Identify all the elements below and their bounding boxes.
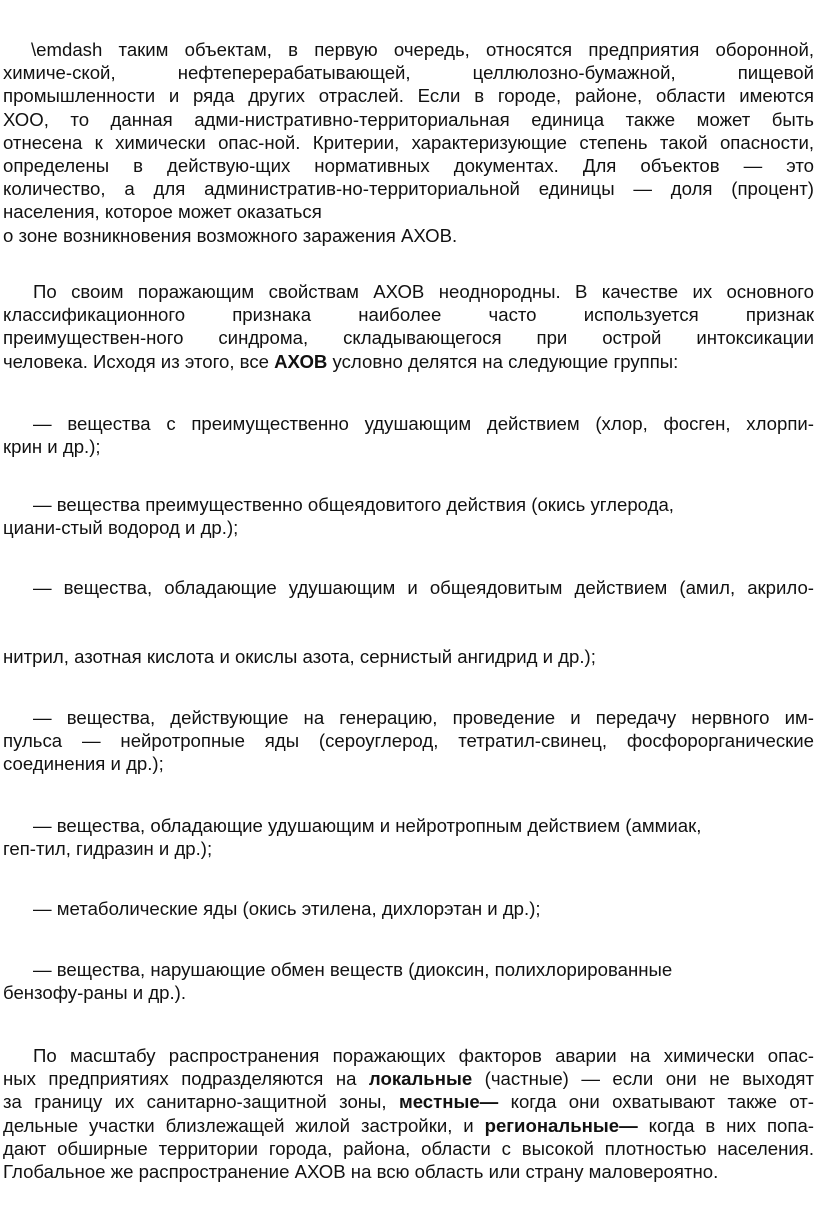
- bold-term-ahov: АХОВ: [274, 350, 328, 372]
- text-line: По своим поражающим свойствам АХОВ неоднородны. В качестве их основного: [33, 281, 814, 302]
- text-line: [3, 350, 814, 373]
- text-line: бензофу-раны и др.).: [3, 982, 187, 1004]
- list-item-group-1: [0, 412, 816, 458]
- bold-term-local: локальные: [368, 1068, 473, 1090]
- text-line: [3, 1090, 814, 1113]
- paragraph-scale: [0, 1044, 816, 1183]
- text-fragment: за границу их санитарно-защитной зоны,: [3, 1091, 399, 1113]
- text-line: — вещества с преимущественно удушающим действием (хлор, фосген, хлорпи-: [33, 413, 814, 434]
- text-line: — метаболические яды (окись этилена, дихлорэтан и др.);: [33, 898, 541, 919]
- bold-term-regional: региональные—: [484, 1114, 638, 1136]
- text-line: — вещества, действующие на генерацию, проведение и передачу нервного им-: [33, 707, 814, 728]
- text-line: — вещества преимущественно общеядовитого действия (окись углерода,: [33, 494, 674, 515]
- list-item-group-2: [0, 493, 816, 539]
- text-fragment: когда они охватывают также от-: [498, 1091, 814, 1113]
- text-fragment: (частные) — если они не выходят: [472, 1068, 814, 1090]
- list-item-group-5: [0, 814, 816, 860]
- text-line: нитрил, азотная кислота и окислы азота, сернистый ангидрид и др.);: [3, 646, 596, 667]
- text-fragment: условно делятся на следующие группы:: [327, 350, 679, 372]
- text-line: дают обширные территории города, района, области с высокой плотностью населения.: [3, 1137, 814, 1159]
- text-fragment: ных предприятиях подразделяются на: [3, 1068, 369, 1090]
- text-fragment: когда в них попа-: [637, 1114, 814, 1136]
- text-line: геп-тил, гидразин и др.);: [3, 838, 213, 860]
- paragraph-classification: [0, 280, 816, 373]
- text-line: отнесена к химически опас-ной. Критерии, характеризующие степень такой опасности,: [3, 131, 814, 153]
- text-line: о зоне возникновения возможного заражения АХОВ.: [3, 224, 458, 246]
- text-fragment: человека. Исходя из этого, все: [3, 350, 275, 372]
- text-fragment: дельные участки близлежащей жилой застройки, и: [3, 1114, 485, 1136]
- text-line: определены в действую-щих нормативных документах. Для объектов — это: [3, 155, 814, 177]
- text-line: Глобальное же распространение АХОВ на всю область или страну маловероятно.: [3, 1161, 719, 1183]
- text-line: пульса — нейротропные яды (сероуглерод, тетратил-свинец, фосфорорганические: [3, 730, 814, 752]
- list-item-group-3-continued: [0, 645, 816, 668]
- text-line: классификационного признака наиболее часто используется признак: [3, 304, 814, 326]
- text-line: населения, которое может оказаться: [3, 201, 322, 223]
- text-line: \emdash таким объектам, в первую очередь, относятся предприятия оборонной,: [31, 39, 814, 60]
- text-line: ХОО, то данная адми-нистративно-территориальная единица также может быть: [3, 108, 814, 130]
- text-line: — вещества, обладающие удушающим и нейротропным действием (аммиак,: [33, 815, 702, 836]
- text-line: — вещества, нарушающие обмен веществ (диоксин, полихлорированные: [33, 959, 673, 980]
- paragraph-intro: [0, 38, 816, 247]
- text-line: химиче-ской, нефтеперерабатывающей, целлюлозно-бумажной, пищевой: [3, 62, 814, 84]
- text-line: преимуществен-ного синдрома, складывающегося при острой интоксикации: [3, 327, 814, 349]
- bold-term-site: местные—: [398, 1091, 499, 1113]
- text-line: количество, а для административ-но-территориальной единицы — доля (процент): [3, 178, 814, 200]
- text-line: — вещества, обладающие удушающим и общеядовитым действием (амил, акрило-: [33, 577, 814, 598]
- list-item-group-4: [0, 706, 816, 776]
- text-line: [3, 1067, 814, 1090]
- text-line: циани-стый водород и др.);: [3, 517, 239, 539]
- text-line: соединения и др.);: [3, 753, 164, 775]
- list-item-group-3: [0, 576, 816, 599]
- text-line: крин и др.);: [3, 436, 101, 458]
- text-line: По масштабу распространения поражающих факторов аварии на химически опас-: [33, 1045, 814, 1066]
- text-line: промышленности и ряда других отраслей. Если в городе, районе, области имеются: [3, 85, 814, 107]
- list-item-group-6: [0, 897, 816, 920]
- text-line: [3, 1114, 814, 1137]
- list-item-group-7: [0, 958, 816, 1004]
